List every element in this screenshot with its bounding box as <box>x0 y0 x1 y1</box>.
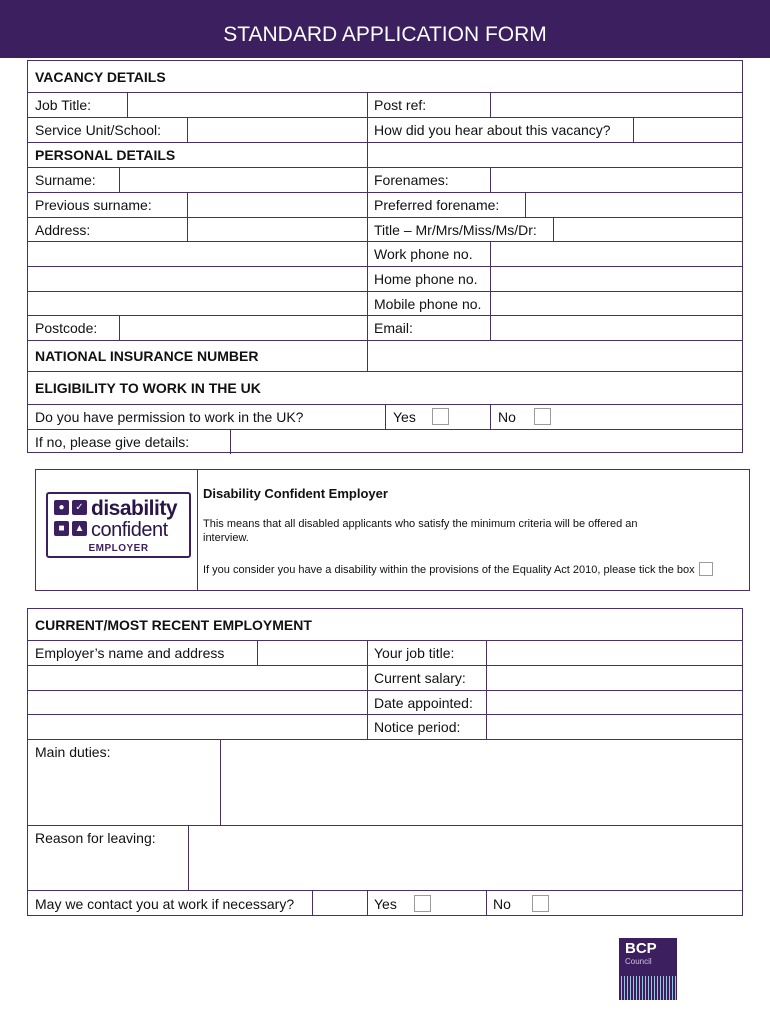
details-label: If no, please give details: <box>35 434 190 450</box>
postcode-label: Postcode: <box>35 320 98 336</box>
notice-label: Notice period: <box>374 719 461 735</box>
employer-address-line-2[interactable] <box>28 666 367 690</box>
home-phone-label: Home phone no. <box>374 271 478 287</box>
job-title-label: Job Title: <box>35 97 92 113</box>
mobile-phone-label: Mobile phone no. <box>374 296 482 312</box>
work-phone-input[interactable] <box>491 242 742 266</box>
post-ref-input[interactable] <box>491 93 742 117</box>
address-label: Address: <box>35 222 91 238</box>
permission-question: Do you have permission to work in the UK? <box>35 409 304 425</box>
disability-text-tick <box>203 559 748 577</box>
disability-text-interview: This means that all disabled applicants who satisfy the minimum criteria will be offered an interview. <box>203 518 638 544</box>
surname-input[interactable] <box>120 168 367 192</box>
employer-address-line-3[interactable] <box>28 691 367 714</box>
employer-label: Employer’s name and address <box>35 645 225 661</box>
bcp-logo-subtext: Council <box>625 957 652 966</box>
logo-word-disability: disability <box>91 497 178 520</box>
contact-no-label: No <box>493 896 511 912</box>
disability-tick-label: If you consider you have a disability within the provisions of the Equality Act 2010, please tick the box <box>203 564 695 576</box>
permission-yes-checkbox[interactable] <box>432 408 449 425</box>
forenames-input[interactable] <box>491 168 742 192</box>
bcp-logo-wave-graphic <box>619 976 677 1000</box>
address-line-3[interactable] <box>28 267 367 291</box>
form-title: STANDARD APPLICATION FORM <box>223 23 547 46</box>
vacancy-heading: VACANCY DETAILS <box>35 69 166 85</box>
date-appointed-label: Date appointed: <box>374 695 473 711</box>
people-icon: ● <box>54 500 69 515</box>
ni-input[interactable] <box>368 341 742 371</box>
preferred-forename-input[interactable] <box>526 193 742 217</box>
bcp-council-logo <box>619 938 677 1000</box>
check-icon: ✓ <box>72 500 87 515</box>
notice-input[interactable] <box>487 715 742 739</box>
employer-input[interactable] <box>258 641 367 665</box>
disability-checkbox[interactable] <box>699 562 713 576</box>
hear-about-label: How did you hear about this vacancy? <box>374 122 611 138</box>
disability-title: Disability Confident Employer <box>203 486 388 501</box>
permission-no-label: No <box>498 409 516 425</box>
title-label: Title – Mr/Mrs/Miss/Ms/Dr: <box>374 222 537 238</box>
previous-surname-input[interactable] <box>188 193 367 217</box>
employment-section <box>27 608 743 916</box>
form-header <box>0 0 770 58</box>
address-line-2[interactable] <box>28 242 367 266</box>
emp-job-title-label: Your job title: <box>374 645 455 661</box>
employer-address-line-4[interactable] <box>28 715 367 739</box>
main-duties-input[interactable] <box>221 740 742 825</box>
email-label: Email: <box>374 320 413 336</box>
address-input[interactable] <box>188 218 367 241</box>
service-unit-input[interactable] <box>188 118 367 142</box>
surname-label: Surname: <box>35 172 96 188</box>
emp-job-title-input[interactable] <box>487 641 742 665</box>
contact-question: May we contact you at work if necessary? <box>35 896 295 912</box>
forenames-label: Forenames: <box>374 172 449 188</box>
email-input[interactable] <box>491 316 742 340</box>
ni-heading: NATIONAL INSURANCE NUMBER <box>35 348 259 364</box>
reason-leaving-input[interactable] <box>189 826 742 890</box>
permission-yes-label: Yes <box>393 409 416 425</box>
previous-surname-label: Previous surname: <box>35 197 152 213</box>
job-title-input[interactable] <box>128 93 367 117</box>
contact-no-checkbox[interactable] <box>532 895 549 912</box>
details-section <box>27 60 743 453</box>
contact-yes-label: Yes <box>374 896 397 912</box>
postcode-input[interactable] <box>120 316 367 340</box>
title-input[interactable] <box>554 218 742 241</box>
post-ref-label: Post ref: <box>374 97 427 113</box>
lock-icon: ■ <box>54 521 69 536</box>
permission-no-checkbox[interactable] <box>534 408 551 425</box>
logo-word-confident: confident <box>91 519 168 541</box>
personal-heading: PERSONAL DETAILS <box>35 147 176 163</box>
employment-heading: CURRENT/MOST RECENT EMPLOYMENT <box>35 617 312 633</box>
salary-input[interactable] <box>487 666 742 690</box>
disability-confident-box <box>35 469 750 591</box>
contact-yes-checkbox[interactable] <box>414 895 431 912</box>
mobile-phone-input[interactable] <box>491 292 742 315</box>
service-unit-label: Service Unit/School: <box>35 122 162 138</box>
eligibility-heading: ELIGIBILITY TO WORK IN THE UK <box>35 380 261 396</box>
hear-about-input[interactable] <box>634 118 742 142</box>
date-appointed-input[interactable] <box>487 691 742 714</box>
person-desk-icon: ▲ <box>72 521 87 536</box>
reason-leaving-label: Reason for leaving: <box>35 830 156 846</box>
details-input[interactable] <box>231 430 742 453</box>
main-duties-label: Main duties: <box>35 744 111 760</box>
home-phone-input[interactable] <box>491 267 742 291</box>
disability-confident-logo <box>46 492 191 558</box>
bcp-logo-text: BCP <box>625 940 657 957</box>
salary-label: Current salary: <box>374 670 466 686</box>
address-line-4[interactable] <box>28 292 367 315</box>
work-phone-label: Work phone no. <box>374 246 473 262</box>
logo-word-employer: EMPLOYER <box>88 543 149 554</box>
preferred-forename-label: Preferred forename: <box>374 197 500 213</box>
